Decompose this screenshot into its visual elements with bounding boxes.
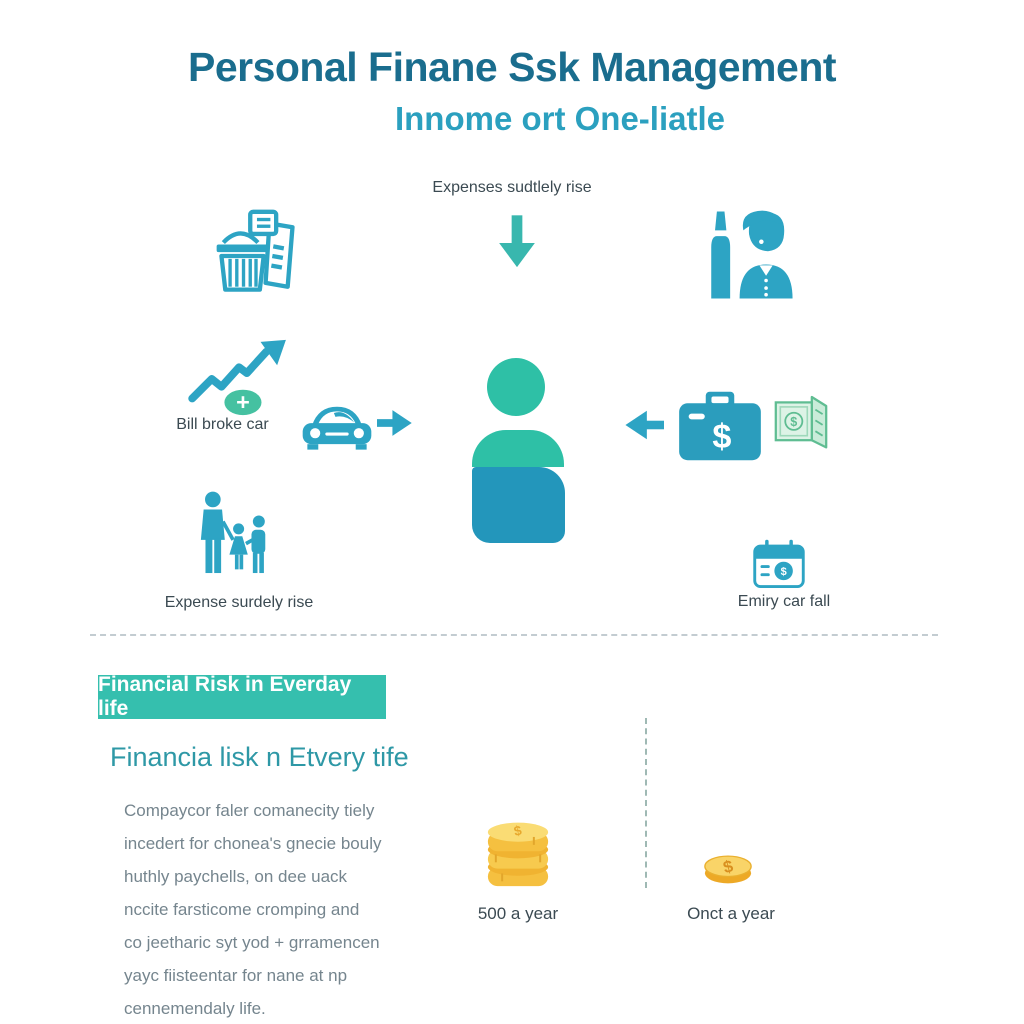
coin-stack-dollar-symbol: $ [512, 822, 523, 840]
section-paragraph [124, 794, 404, 1024]
paragraph-line: cennemendaly life. [124, 999, 266, 1018]
growth-label: Bill broke car [176, 416, 269, 433]
growth-arrow-icon [182, 336, 300, 423]
center-person-head [487, 358, 545, 416]
center-person-torso [472, 430, 564, 467]
page-subtitle: Innome ort One-liatle [394, 100, 726, 137]
center-person-body [472, 467, 565, 543]
single-coin-icon [694, 843, 762, 896]
paragraph-line: co jeetharic syt yod + grramencen [124, 933, 380, 952]
paragraph-line: nccite farsticome cromping and [124, 900, 360, 919]
expenses-rise-top-label: Expenses sudtlely rise [432, 179, 592, 196]
calendar-dollar-symbol: $ [780, 565, 787, 578]
single-coin-dollar-symbol: $ [721, 856, 736, 878]
plus-symbol: + [236, 389, 250, 416]
coin-stack-icon [478, 810, 558, 899]
paragraph-line: incedert for chonea's gnecie bouly [124, 834, 382, 853]
car-icon [298, 396, 376, 463]
coin-stack-label: 500 a year [477, 904, 559, 923]
down-arrow-icon [492, 214, 542, 277]
person-bottle-icon [698, 206, 802, 309]
right-arrow-icon [377, 406, 413, 445]
horizontal-dashed-divider [90, 634, 938, 636]
bank-receipt-icon [208, 208, 304, 309]
briefcase-dollar-symbol: $ [712, 417, 732, 456]
section-heading: Financia lisk n Etvery tife [110, 742, 409, 772]
vertical-dashed-divider [645, 718, 647, 888]
paragraph-line: Compaycor faler comanecity tiely [124, 801, 375, 820]
paragraph-line: huthly paychells, on dee uack [124, 867, 348, 886]
money-dollar-symbol: $ [790, 414, 798, 429]
briefcase-icon [676, 388, 764, 469]
family-icon [188, 490, 280, 593]
calendar-dollar-icon [750, 538, 808, 595]
left-arrow-icon [624, 408, 664, 447]
family-label: Expense surdely rise [164, 594, 314, 611]
money-bills-icon [774, 392, 828, 461]
paragraph-line: yayc fiisteentar for nane at np [124, 966, 348, 985]
section-banner: Financial Risk in Everday life [98, 675, 386, 719]
single-coin-label: Onct a year [687, 904, 775, 923]
calendar-label: Emiry car fall [737, 593, 831, 610]
page-title: Personal Finane Ssk Management [187, 44, 837, 90]
